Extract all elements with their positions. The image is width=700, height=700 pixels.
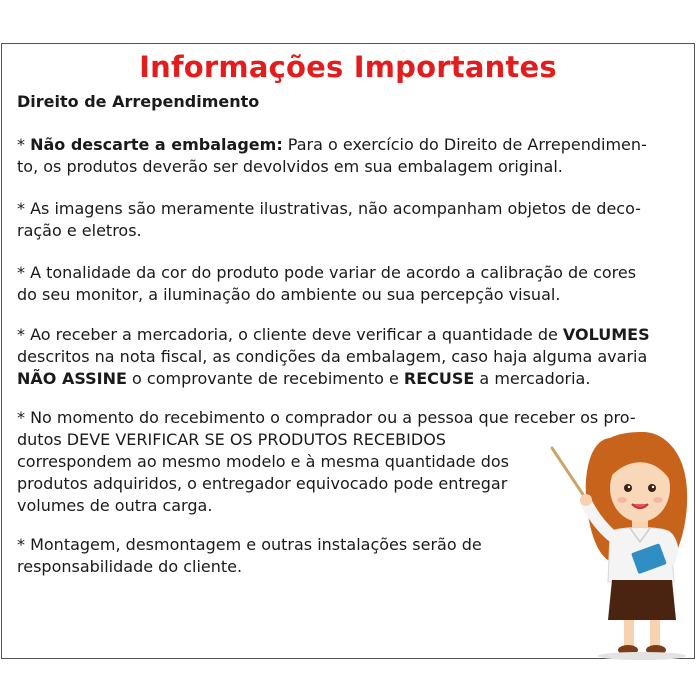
notice-verification-line4: produtos adquiridos, o entregador equivocado pode entregar xyxy=(17,474,508,493)
skirt xyxy=(608,580,676,620)
notice-color-line2: do seu monitor, a iluminação do ambiente ou sua percepção visual. xyxy=(17,285,561,304)
notice-packaging-bold: Não descarte a embalagem: xyxy=(30,135,283,154)
notice-receiving xyxy=(17,324,692,390)
notice-receiving-text1: * Ao receber a mercadoria, o cliente deve verificar a quantidade de xyxy=(17,325,563,344)
notice-receiving-text3: a mercadoria. xyxy=(474,369,591,388)
notice-color xyxy=(17,262,692,306)
notice-verification-line2: dutos DEVE VERIFICAR SE OS PRODUTOS RECEBIDOS xyxy=(17,430,446,449)
notice-assembly xyxy=(17,534,537,578)
notice-verification-line3: correspondem ao mesmo modelo e à mesma quantidade dos xyxy=(17,452,509,471)
shadow xyxy=(598,652,686,660)
left-leg xyxy=(624,620,634,648)
notice-color-line1: * A tonalidade da cor do produto pode variar de acordo a calibração de cores xyxy=(17,263,637,282)
right-leg xyxy=(650,620,660,648)
right-eye xyxy=(648,484,656,492)
notice-images-line2: ração e eletros. xyxy=(17,221,142,240)
cheek-left xyxy=(617,497,627,503)
notice-verification-line1: * No momento do recebimento o comprador ou a pessoa que receber os pro- xyxy=(17,408,636,427)
left-eye xyxy=(624,484,632,492)
section-subtitle: Direito de Arrependimento xyxy=(17,92,260,111)
notice-assembly-line1: * Montagem, desmontagem e outras instalações serão de xyxy=(17,535,482,554)
notice-receiving-text2: o comprovante de recebimento e xyxy=(126,369,404,388)
notice-packaging xyxy=(17,134,692,178)
eye-highlight-right xyxy=(652,486,654,488)
notice-receiving-volumes: VOLUMES xyxy=(562,325,650,344)
notice-receiving-recuse: RECUSE xyxy=(403,369,475,388)
pointer-stick xyxy=(552,448,588,502)
eye-highlight-left xyxy=(628,486,630,488)
page-title: Informações Importantes xyxy=(139,50,557,84)
left-hand xyxy=(580,494,592,506)
notice-verification-line5: volumes de outra carga. xyxy=(17,496,213,515)
notice-receiving-line2: descritos na nota fiscal, as condições da embalagem, caso haja alguma avaria xyxy=(17,347,648,366)
teacher-illustration xyxy=(548,420,698,660)
notice-packaging-text: Para o exercício do Direito de Arrependimen- xyxy=(282,135,647,154)
bullet: * xyxy=(17,135,31,154)
notice-packaging-line2: to, os produtos deverão ser devolvidos em sua embalagem original. xyxy=(17,157,563,176)
cheek-right xyxy=(653,497,663,503)
notice-images xyxy=(17,198,692,242)
notice-receiving-nao-assine: NÃO ASSINE xyxy=(17,369,127,388)
notice-assembly-line2: responsabilidade do cliente. xyxy=(17,557,243,576)
notice-images-line1: * As imagens são meramente ilustrativas, não acompanham objetos de deco- xyxy=(17,199,641,218)
